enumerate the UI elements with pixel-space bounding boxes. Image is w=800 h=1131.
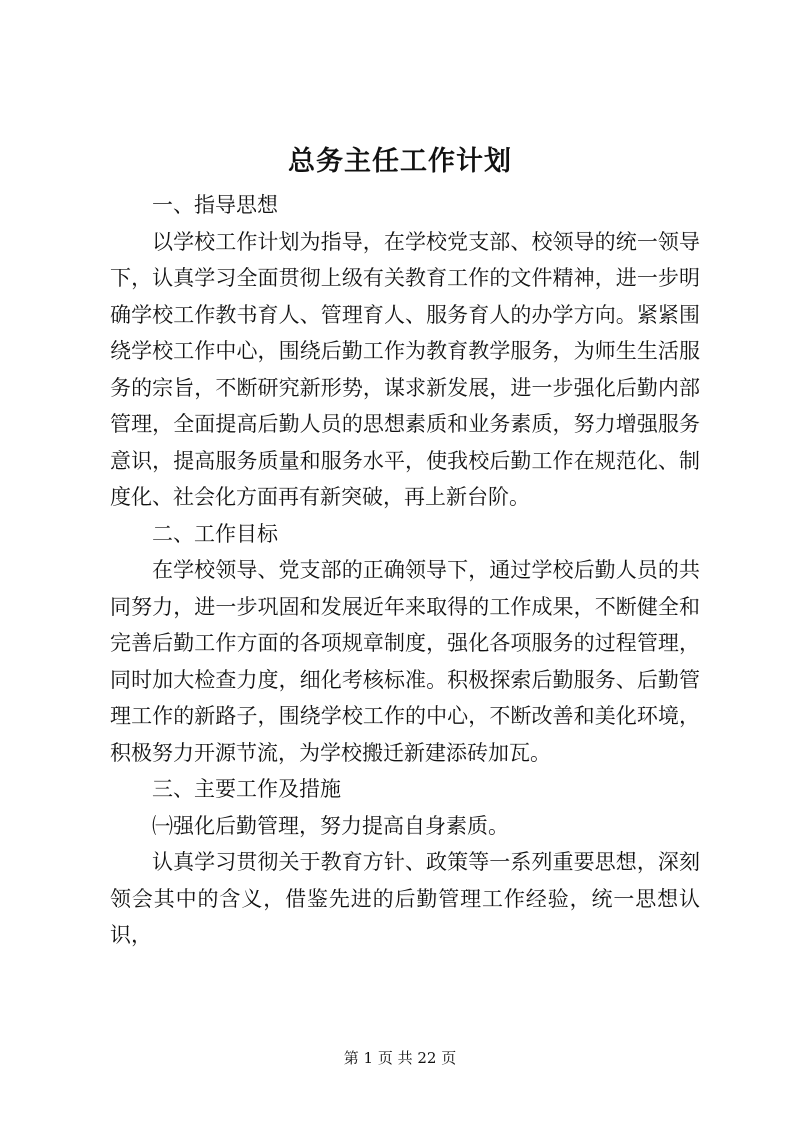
document-body [110, 187, 700, 954]
section-heading-main-work: 三、主要工作及措施 [152, 777, 341, 801]
section-heading-guiding-ideology: 一、指导思想 [152, 193, 278, 217]
page-number-footer: 第 1 页 共 22 页 [343, 1049, 457, 1067]
paragraph-strengthen-management: 认真学习贯彻关于教育方针、政策等一系列重要思想，深刻领会其中的含义，借鉴先进的后勤管理工作经验，统一思想认识， [110, 850, 700, 947]
document-title: 总务主任工作计划 [288, 146, 512, 177]
subsection-heading-strengthen-management: ㈠强化后勤管理，努力提高自身素质。 [152, 813, 509, 838]
paragraph-guiding-ideology: 以学校工作计划为指导，在学校党支部、校领导的统一领导下，认真学习全面贯彻上级有关教育工作的文件精神，进一步明确学校工作教书育人、管理育人、服务育人的办学方向。紧紧围绕学校工作中心，围绕后勤工作为教育教学服务，为师生生活服务的宗旨，不断研究新形势，谋求新发展，进一步强化后勤内部管理，全面提高后勤人员的思想素质和业务素质，努力增强服务意识，提高服务质量和服务水平，使我校后勤工作在规范化、制度化、社会化方面再有新突破，再上新台阶。 [110, 229, 700, 509]
section-heading-work-goals: 二、工作目标 [152, 521, 278, 546]
paragraph-work-goals: 在学校领导、党支部的正确领导下，通过学校后勤人员的共同努力，进一步巩固和发展近年来取得的工作成果，不断健全和完善后勤工作方面的各项规章制度，强化各项服务的过程管理，同时加大检查力度，细化考核标准。积极探索后勤服务、后勤管理工作的新路子，围绕学校工作的中心，不断改善和美化环境，积极努力开源节流，为学校搬迁新建添砖加瓦。 [110, 558, 700, 765]
